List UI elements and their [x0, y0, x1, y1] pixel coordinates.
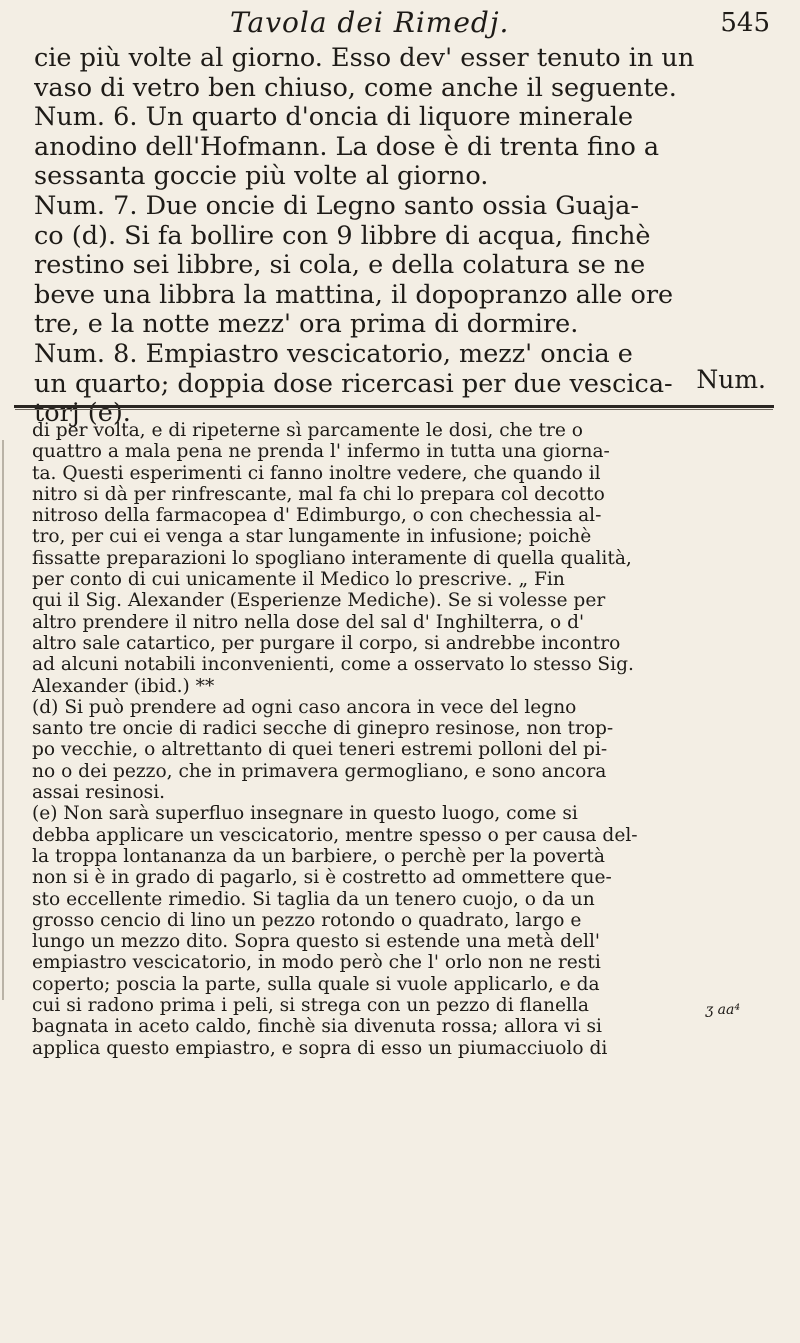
footnote-line: no o dei pezzo, che in primavera germogliano, e sono ancora: [32, 760, 607, 782]
margin-shadow: [2, 440, 10, 1000]
footnote-line: lungo un mezzo dito. Sopra questo si estende una metà dell': [32, 931, 600, 953]
footnote-line: empiastro vescicatorio, in modo però che l' orlo non ne resti: [32, 952, 601, 974]
footnote-line: di per volta, e di ripeterne sì parcamente le dosi, che tre o: [32, 420, 583, 441]
footnote-separator-rule: [14, 405, 774, 408]
footnote-line: altro prendere il nitro nella dose del sal d' Inghilterra, o d': [32, 611, 585, 633]
footnote-line: (d) Si può prendere ad ogni caso ancora in vece del legno: [32, 696, 577, 718]
footnote-line: tro, per cui ei venga a star lungamente in infusione; poichè: [32, 526, 592, 548]
footnote-line: Alexander (ibid.) **: [32, 675, 215, 697]
body-text-line: Num. 6. Un quarto d'oncia di liquore minerale: [34, 103, 634, 133]
footnote-line: quattro a mala pena ne prenda l' infermo in tutta una giorna-: [32, 441, 610, 463]
body-text-line: cie più volte al giorno. Esso dev' esser tenuto in un: [34, 44, 695, 73]
footnote-line: (e) Non sarà superfluo insegnare in questo luogo, come si: [32, 803, 578, 825]
body-text-line: Num. 8. Empiastro vescicatorio, mezz' oncia e: [34, 339, 633, 369]
body-text-line: torj (e).: [34, 399, 131, 429]
footnote-line: altro sale catartico, per purgare il corpo, si andrebbe incontro: [32, 632, 621, 654]
signature-mark: ʒ aa⁴: [705, 1002, 740, 1018]
body-text-line: vaso di vetro ben chiuso, come anche il seguente.: [34, 73, 677, 103]
catchword: Num.: [696, 365, 766, 394]
footnotes: [32, 420, 776, 1059]
footnote-line: nitroso della farmacopea d' Edimburgo, o con chechessia al-: [32, 505, 602, 527]
footnote-line: sto eccellente rimedio. Si taglia da un tenero cuojo, o da un: [32, 888, 595, 910]
body-text-line: beve una libbra la mattina, il dopopranzo alle ore: [34, 280, 674, 310]
page-number: 545: [720, 8, 770, 38]
body-text-line: un quarto; doppia dose ricercasi per due vescica-: [34, 369, 673, 399]
footnote-line: ta. Questi esperimenti ci fanno inoltre vedere, che quando il: [32, 462, 601, 484]
footnote-line: santo tre oncie di radici secche di ginepro resinose, non trop-: [32, 718, 614, 740]
running-title: Tavola dei Rimedj.: [230, 6, 510, 39]
footnote-line: applica questo empiastro, e sopra di esso un piumacciuolo di: [32, 1037, 608, 1059]
body-text-line: co (d). Si fa bollire con 9 libbre di acqua, finchè: [34, 221, 651, 251]
footnote-line: la troppa lontananza da un barbiere, o perchè per la povertà: [32, 845, 605, 867]
footnote-line: cui si radono prima i peli, si strega con un pezzo di flanella: [32, 995, 590, 1017]
body-text-line: restino sei libbre, si cola, e della colatura se ne: [34, 251, 646, 281]
footnote-line: bagnata in aceto caldo, finchè sia divenuta rossa; allora vi si: [32, 1016, 602, 1038]
footnote-line: assai resinosi.: [32, 782, 166, 804]
body-text-line: Num. 7. Due oncie di Legno santo ossia Guaja-: [34, 191, 639, 221]
footnote-line: po vecchie, o altrettanto di quei teneri estremi polloni del pi-: [32, 739, 608, 761]
footnote-line: fissatte preparazioni lo spogliano interamente di quella qualità,: [32, 547, 632, 569]
body-text-line: tre, e la notte mezz' ora prima di dormire.: [34, 310, 579, 340]
footnote-line: non si è in grado di pagarlo, si è costretto ad ommettere que-: [32, 867, 612, 889]
footnote-line: debba applicare un vescicatorio, mentre spesso o per causa del-: [32, 824, 638, 846]
body-text-line: sessanta goccie più volte al giorno.: [34, 162, 489, 192]
body-text-line: anodino dell'Hofmann. La dose è di trenta fino a: [34, 132, 660, 162]
footnote-line: nitro si dà per rinfrescante, mal fa chi lo prepara col decotto: [32, 483, 605, 505]
footnote-line: qui il Sig. Alexander (Esperienze Mediche). Se si volesse per: [32, 590, 606, 612]
page-header: [60, 6, 780, 42]
footnote-line: grosso cencio di lino un pezzo rotondo o quadrato, largo e: [32, 909, 582, 931]
main-text: [34, 44, 776, 429]
footnote-line: per conto di cui unicamente il Medico lo prescrive. „ Fin: [32, 569, 565, 591]
footnote-line: ad alcuni notabili inconvenienti, come a osservato lo stesso Sig.: [32, 654, 634, 676]
footnote-line: coperto; poscia la parte, sulla quale si vuole applicarlo, e da: [32, 973, 600, 995]
